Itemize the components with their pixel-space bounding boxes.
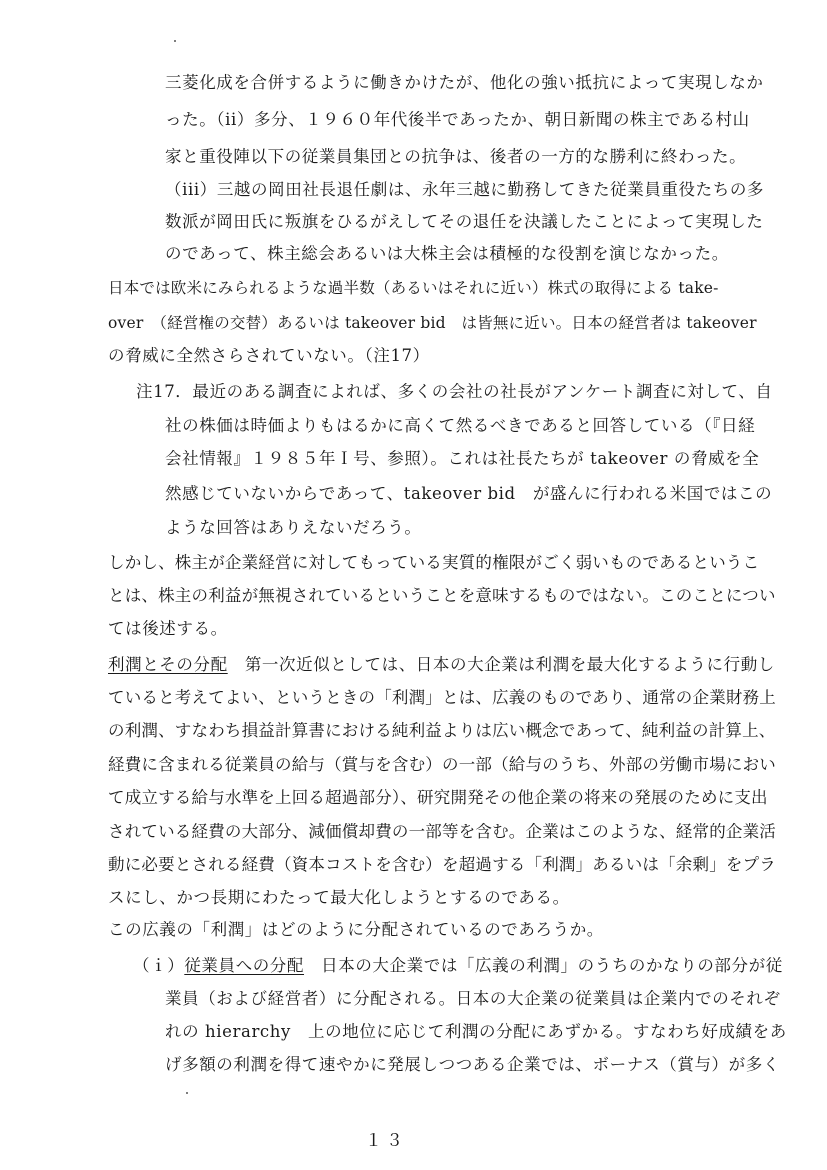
text-line: て成立する給与水準を上回る超過部分）、研究開発その他企業の将来の発展のために支出: [108, 788, 768, 807]
item-i-heading: 従業員への分配: [184, 956, 305, 975]
section-heading-profit-distribution: 利潤とその分配: [108, 655, 228, 674]
text-line: 三菱化成を合併するように働きかけたが、他化の強い抵抗によって実現しなか: [165, 73, 764, 92]
footnote-line: 注17．最近のある調査によれば、多くの会社の社長がアンケート調査に対して、自: [136, 382, 773, 401]
text-line: しかし、株主が企業経営に対してもっている実質的権限がごく弱いものであるというこ: [108, 553, 760, 572]
text-line: の脅威に全然さらされていない。（注17）: [108, 346, 430, 365]
text-line: 日本では欧米にみられるような過半数（あるいはそれに近い）株式の取得による take-: [108, 279, 719, 297]
text-line: った。（ii）多分、１９６０年代後半であったか、朝日新聞の株主である村山: [165, 110, 750, 129]
text-line: 経費に含まれる従業員の給与（賞与を含む）の一部（給与のうち、外部の労働市場におい: [108, 755, 776, 774]
text-line: れの hierarchy 上の地位に応じて利潤の分配にあずかる。すなわち好成績をあ: [165, 1022, 787, 1041]
text-line: 数派が岡田氏に叛旗をひるがえしてその退任を決議したことによって実現した: [165, 212, 764, 231]
text-line: 日本の大企業では「広義の利潤」のうちのかなりの部分が従: [321, 956, 783, 975]
text-line: ていると考えてよい、というときの「利潤」とは、広義のものであり、通常の企業財務上: [108, 688, 776, 707]
text-line: げ多額の利潤を得て速やかに発展しつつある企業では、ボーナス（賞与）が多く: [165, 1055, 780, 1074]
page-number: １３: [365, 1131, 407, 1151]
item-i-line: [133, 956, 783, 976]
item-i-marker: （ｉ）: [133, 956, 185, 975]
scan-speck: [186, 1092, 188, 1094]
footnote-line: 然感じていないからであって、takeover bid が盛んに行われる米国ではこの: [165, 484, 773, 503]
footnote-line: 社の株価は時価よりもはるかに高くて然るべきであると回答している（『日経: [165, 416, 756, 435]
section-line: [108, 655, 775, 675]
footnote-line: 会社情報』１９８５年Ｉ号、参照）。これは社長たちが takeover の脅威を全: [165, 449, 760, 468]
footnote-line: ような回答はありえないだろう。: [165, 518, 422, 537]
text-line: over （経営権の交替）あるいは takeover bid は皆無に近い。日本の経営者は takeover: [108, 314, 757, 332]
text-line: この広義の「利潤」はどのように分配されているのであろうか。: [108, 920, 604, 939]
text-line: （iii）三越の岡田社長退任劇は、永年三越に勤務してきた従業員重役たちの多: [165, 180, 765, 199]
text-line: 第一次近似としては、日本の大企業は利潤を最大化するように行動し: [244, 655, 775, 674]
text-line: ては後述する。: [108, 619, 228, 638]
text-line: 動に必要とされる経費（資本コストを含む）を超過する「利潤」あるいは「余剰」をプラ: [108, 855, 776, 874]
text-line: の利潤、すなわち損益計算書における純利益よりは広い概念であって、純利益の計算上、: [108, 721, 776, 740]
text-line: スにし、かつ長期にわたって最大化しようとするのである。: [108, 888, 570, 907]
text-line: のであって、株主総会あるいは大株主会は積極的な役割を演じなかった。: [165, 244, 729, 263]
text-line: 家と重役陣以下の従業員集団との抗争は、後者の一方的な勝利に終わった。: [165, 147, 747, 166]
text-line: されている経費の大部分、減価償却費の一部等を含む。企業はこのような、経常的企業活: [108, 822, 776, 841]
scan-speck: [174, 40, 176, 42]
text-line: 業員（および経営者）に分配される。日本の大企業の従業員は企業内でのそれぞ: [165, 989, 781, 1008]
text-line: とは、株主の利益が無視されているということを意味するものではない。このことについ: [108, 586, 776, 605]
